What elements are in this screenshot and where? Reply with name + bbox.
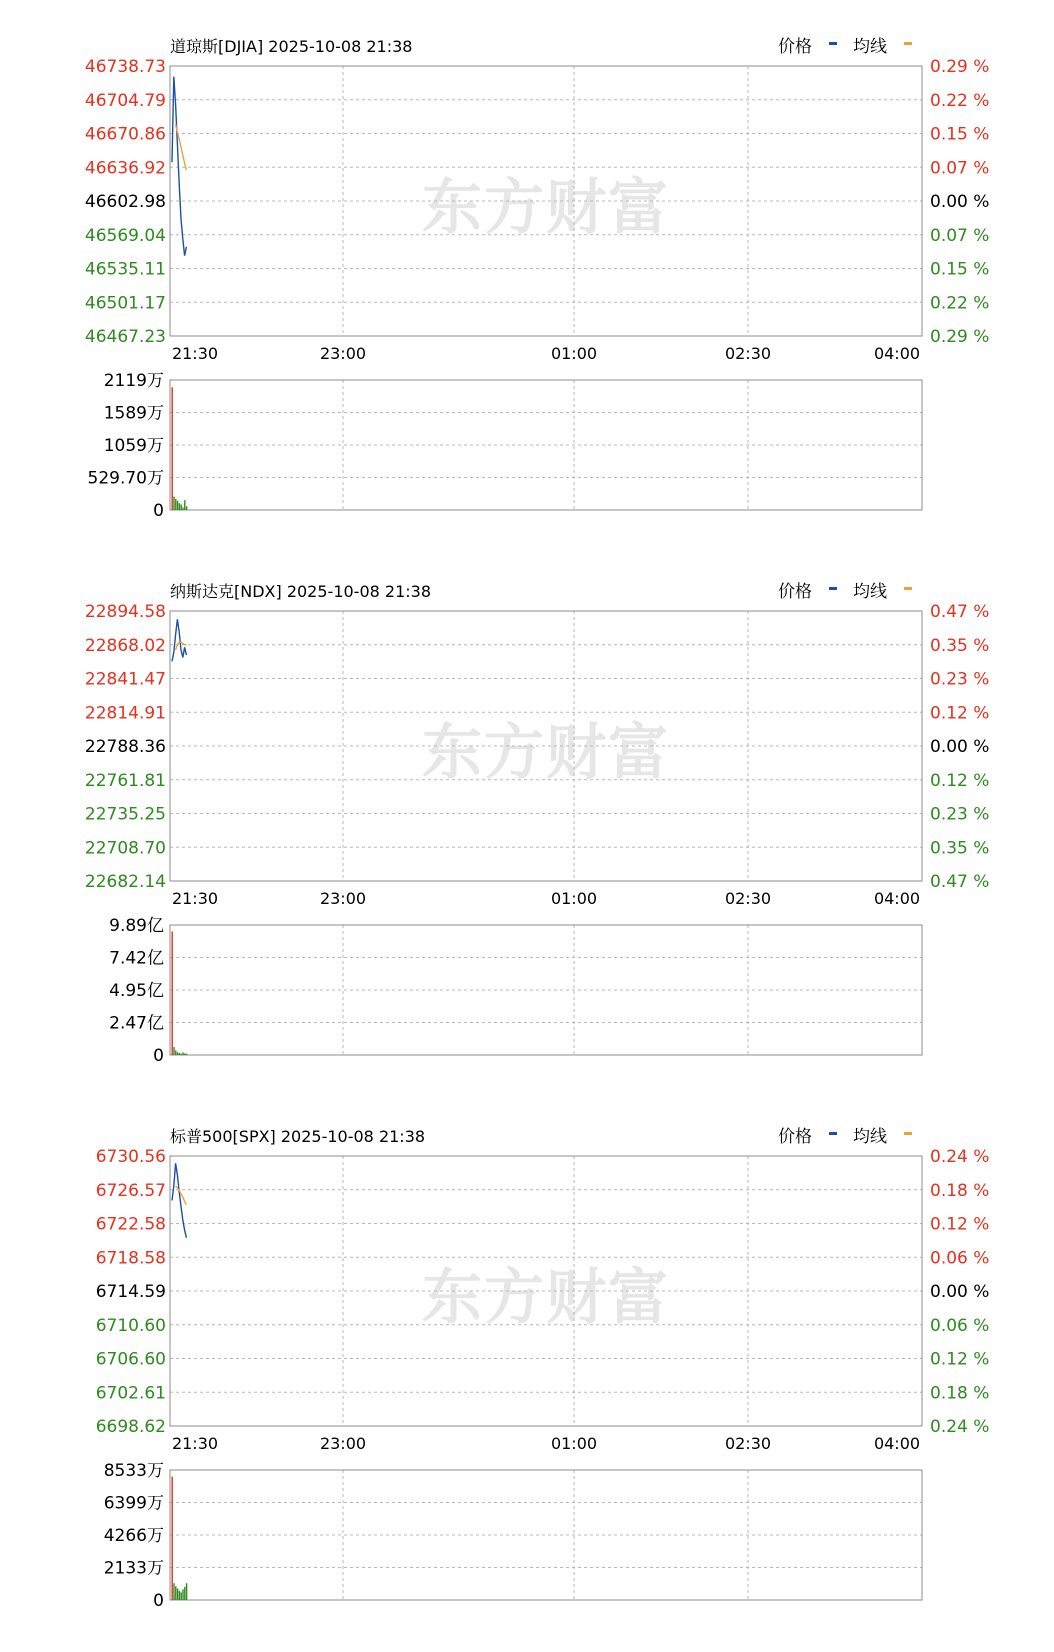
legend-price-label: 价格	[778, 1127, 812, 1147]
pct-tick-label: 0.18 %	[930, 1180, 990, 1201]
volume-bar	[181, 1592, 182, 1600]
pct-tick-label: 0.07 %	[930, 158, 990, 179]
legend-price-label: 价格	[778, 37, 812, 57]
legend-price-swatch	[829, 587, 837, 590]
legend-avg-swatch	[904, 1132, 912, 1135]
volume-tick-label: 0	[153, 1591, 164, 1611]
x-tick-label: 21:30	[171, 889, 219, 908]
x-tick-label: 21:30	[171, 344, 219, 363]
volume-bar	[186, 1583, 187, 1600]
pct-tick-label: 0.12 %	[930, 770, 990, 791]
pct-tick-label: 0.18 %	[930, 1383, 990, 1404]
legend-avg-swatch	[904, 42, 912, 45]
volume-bar	[179, 1591, 180, 1600]
x-tick-label: 01:00	[550, 344, 598, 363]
volume-tick-label: 529.70万	[87, 468, 164, 489]
x-tick-label: 23:00	[319, 344, 367, 363]
y-tick-label: 6702.61	[95, 1383, 166, 1404]
volume-bar	[173, 497, 174, 510]
y-tick-label: 6698.62	[95, 1417, 166, 1437]
y-tick-label: 46636.92	[84, 158, 166, 179]
pct-tick-label: 0.35 %	[930, 635, 990, 656]
volume-tick-label: 2133万	[103, 1558, 164, 1579]
price-line	[172, 77, 186, 256]
pct-tick-label: 0.23 %	[930, 804, 990, 825]
watermark: 东方财富	[422, 1263, 670, 1333]
x-tick-label: 01:00	[550, 1434, 598, 1453]
volume-tick-label: 4266万	[103, 1526, 164, 1546]
volume-bar	[172, 387, 173, 510]
pct-tick-label: 0.06 %	[930, 1248, 990, 1269]
pct-tick-label: 0.12 %	[930, 703, 990, 724]
pct-tick-label: 0.00 %	[930, 737, 990, 757]
volume-tick-label: 6399万	[103, 1493, 164, 1514]
x-tick-label: 21:30	[171, 1434, 219, 1453]
volume-tick-label: 8533万	[103, 1461, 164, 1481]
x-tick-label: 02:30	[724, 889, 772, 908]
volume-bar	[182, 508, 183, 510]
y-tick-label: 6726.57	[95, 1180, 166, 1201]
volume-bar	[184, 1053, 185, 1055]
y-tick-label: 22761.81	[84, 770, 166, 791]
volume-bar	[181, 1054, 182, 1055]
volume-bar	[186, 506, 187, 510]
y-tick-label: 46535.11	[84, 259, 166, 280]
watermark: 东方财富	[422, 718, 670, 788]
y-tick-label: 22788.36	[84, 737, 166, 757]
legend-avg-label: 均线	[853, 1127, 887, 1147]
volume-bar	[179, 503, 180, 510]
y-tick-label: 46569.04	[84, 225, 166, 246]
chart-svg	[0, 1090, 1054, 1620]
volume-tick-label: 1589万	[103, 403, 164, 424]
pct-tick-label: 0.00 %	[930, 1282, 990, 1302]
y-tick-label: 22735.25	[84, 804, 166, 825]
y-tick-label: 22708.70	[84, 838, 166, 859]
volume-bar	[179, 1053, 180, 1055]
volume-bar	[172, 1477, 173, 1600]
y-tick-label: 6714.59	[95, 1282, 166, 1302]
legend-price-label: 价格	[778, 582, 812, 602]
y-tick-label: 22841.47	[84, 669, 166, 690]
volume-bar	[186, 1054, 187, 1055]
chart-svg	[0, 0, 1054, 530]
pct-tick-label: 0.47 %	[930, 872, 990, 892]
volume-bar	[181, 504, 182, 510]
pct-tick-label: 0.07 %	[930, 225, 990, 246]
chart-panel	[0, 545, 1054, 1075]
volume-bar	[184, 1587, 185, 1600]
y-tick-label: 46501.17	[84, 293, 166, 314]
volume-bar	[182, 1052, 183, 1055]
x-tick-label: 04:00	[873, 889, 921, 908]
chart-title: 纳斯达克[NDX] 2025-10-08 21:38	[170, 582, 432, 601]
pct-tick-label: 0.15 %	[930, 124, 990, 145]
x-tick-label: 04:00	[873, 1434, 921, 1453]
volume-bar	[173, 1583, 174, 1600]
chart-panel	[0, 0, 1054, 530]
volume-frame	[170, 925, 922, 1055]
pct-tick-label: 0.29 %	[930, 327, 990, 347]
chart-title: 道琼斯[DJIA] 2025-10-08 21:38	[170, 37, 413, 56]
pct-tick-label: 0.24 %	[930, 1147, 990, 1167]
pct-tick-label: 0.23 %	[930, 669, 990, 690]
x-tick-label: 23:00	[319, 889, 367, 908]
y-tick-label: 22894.58	[84, 602, 166, 622]
y-tick-label: 6710.60	[95, 1315, 166, 1336]
legend-avg-swatch	[904, 587, 912, 590]
pct-tick-label: 0.29 %	[930, 57, 990, 77]
volume-bar	[177, 1052, 178, 1055]
x-tick-label: 01:00	[550, 889, 598, 908]
legend-avg-label: 均线	[853, 37, 887, 57]
volume-tick-label: 4.95亿	[109, 981, 164, 1001]
volume-tick-label: 2119万	[103, 371, 164, 391]
pct-tick-label: 0.00 %	[930, 192, 990, 212]
pct-tick-label: 0.35 %	[930, 838, 990, 859]
x-tick-label: 23:00	[319, 1434, 367, 1453]
y-tick-label: 22682.14	[84, 872, 166, 892]
x-tick-label: 02:30	[724, 344, 772, 363]
x-tick-label: 02:30	[724, 1434, 772, 1453]
volume-tick-label: 0	[153, 501, 164, 521]
chart-svg	[0, 545, 1054, 1075]
volume-bar	[175, 1050, 176, 1055]
volume-bar	[177, 1589, 178, 1600]
volume-tick-label: 0	[153, 1046, 164, 1066]
pct-tick-label: 0.47 %	[930, 602, 990, 622]
pct-tick-label: 0.22 %	[930, 293, 990, 314]
volume-frame	[170, 1470, 922, 1600]
volume-bar	[182, 1589, 183, 1600]
y-tick-label: 46602.98	[84, 192, 166, 212]
y-tick-label: 6706.60	[95, 1349, 166, 1370]
volume-tick-label: 7.42亿	[109, 948, 164, 969]
y-tick-label: 46738.73	[84, 57, 166, 77]
legend-price-swatch	[829, 1132, 837, 1135]
chart-panel	[0, 1090, 1054, 1620]
x-tick-label: 04:00	[873, 344, 921, 363]
price-line	[172, 619, 186, 661]
volume-bar	[175, 499, 176, 510]
volume-bar	[175, 1586, 176, 1600]
volume-tick-label: 2.47亿	[109, 1013, 164, 1034]
volume-tick-label: 1059万	[103, 436, 164, 456]
y-tick-label: 6718.58	[95, 1248, 166, 1269]
volume-tick-label: 9.89亿	[109, 916, 164, 936]
volume-frame	[170, 380, 922, 510]
legend-price-swatch	[829, 42, 837, 45]
y-tick-label: 46467.23	[84, 327, 166, 347]
pct-tick-label: 0.15 %	[930, 259, 990, 280]
watermark: 东方财富	[422, 173, 670, 243]
volume-bar	[177, 501, 178, 510]
y-tick-label: 46704.79	[84, 90, 166, 111]
y-tick-label: 22868.02	[84, 635, 166, 656]
legend-avg-label: 均线	[853, 582, 887, 602]
pct-tick-label: 0.22 %	[930, 90, 990, 111]
y-tick-label: 6730.56	[95, 1147, 166, 1167]
pct-tick-label: 0.06 %	[930, 1315, 990, 1336]
volume-bar	[173, 1047, 174, 1055]
pct-tick-label: 0.12 %	[930, 1349, 990, 1370]
pct-tick-label: 0.12 %	[930, 1214, 990, 1235]
chart-title: 标普500[SPX] 2025-10-08 21:38	[170, 1127, 426, 1146]
volume-bar	[172, 931, 173, 1055]
y-tick-label: 46670.86	[84, 124, 166, 145]
pct-tick-label: 0.24 %	[930, 1417, 990, 1437]
volume-bar	[184, 500, 185, 510]
y-tick-label: 22814.91	[84, 703, 166, 724]
y-tick-label: 6722.58	[95, 1214, 166, 1235]
